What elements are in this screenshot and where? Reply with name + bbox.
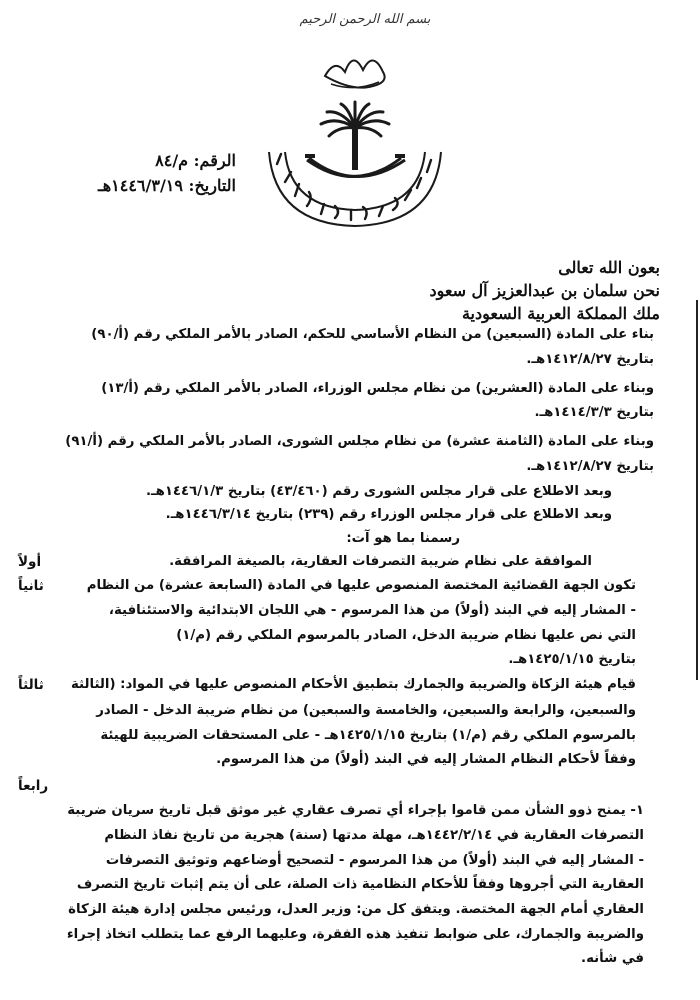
intro-line-1: بعون الله تعالى	[558, 258, 660, 277]
preamble-line: وبناء على المادة (العشرين) من نظام مجلس الوزراء، الصادر بالأمر الملكي رقم (أ/١٣)	[101, 381, 654, 396]
article-fourth-line: ١- يمنح ذوو الشأن ممن قاموا بإجراء أي تصرف عقاري غير موثق قبل تاريخ سريان ضريبة	[67, 803, 644, 818]
reference-block	[36, 148, 236, 198]
article-third-label: ثالثاً	[18, 677, 44, 693]
article-fourth-line: التصرفات العقارية في ١٤٤٢/٢/١٤هـ، مهلة مدتها (سنة) هجرية من تاريخ نفاذ النظام	[104, 828, 644, 843]
article-second-line: - المشار إليه في البند (أولاً) من هذا المرسوم - هي اللجان الابتدائية والاستئنافية،	[108, 603, 636, 618]
article-fourth-line: - المشار إليه في البند (أولاً) من هذا المرسوم - لتصحيح أوضاعهم وتوثيق التصرفات	[105, 853, 644, 868]
article-third-line: وفقاً لأحكام النظام المشار إليه في البند (أولاً) من هذا المرسوم.	[216, 752, 636, 767]
article-third-line: قيام هيئة الزكاة والضريبة والجمارك بتطبيق الأحكام المنصوص عليها في المواد: (الثالثة	[70, 677, 636, 692]
article-fourth-line: العقارية التي أجروها وفقاً للأحكام النظامية ذات الصلة، على أن يتم إثبات تاريخ التصرف	[76, 877, 644, 892]
article-fourth-line: والضريبة والجمارك، على ضوابط تنفيذ هذه الفقرة، وعليهما الرفع عما يتطلب اتخاذ إجراء	[66, 927, 644, 942]
reference-date: التاريخ: ١٤٤٦/٣/١٩هـ	[98, 176, 236, 195]
preamble-line: وبعد الاطلاع على قرار مجلس الشورى رقم (٤٣/٤٦٠) بتاريخ ١٤٤٦/١/٣هـ.	[145, 484, 612, 499]
preamble-line: بتاريخ ١٤١٤/٣/٣هـ.	[534, 405, 654, 420]
article-first-label: أولاً	[18, 554, 42, 570]
decree-phrase: رسمنا بما هو آت:	[346, 531, 460, 546]
preamble-line: وبناء على المادة (الثامنة عشرة) من نظام مجلس الشورى، الصادر بالأمر الملكي رقم (أ/٩١)	[65, 434, 654, 449]
preamble-line: بتاريخ ١٤١٢/٨/٢٧هـ.	[526, 352, 654, 367]
article-second-line: تكون الجهة القضائية المختصة المنصوص عليها في المادة (السابعة عشرة) من النظام	[86, 578, 636, 593]
article-second-line: التي نص عليها نظام ضريبة الدخل، الصادر بالمرسوم الملكي رقم (م/١)	[176, 628, 636, 643]
article-third-line: بالمرسوم الملكي رقم (م/١) بتاريخ ١٤٢٥/١/١٥هـ - على المستحقات الضريبية للهيئة	[100, 728, 636, 743]
article-second-line: بتاريخ ١٤٢٥/١/١٥هـ.	[508, 652, 636, 667]
article-fourth-line: في شأنه.	[581, 951, 644, 966]
saudi-emblem-icon	[255, 36, 455, 232]
scan-edge-line	[696, 300, 698, 680]
basmala: بسم الله الرحمن الرحيم	[299, 12, 431, 27]
intro-block	[429, 258, 660, 327]
preamble-line: وبعد الاطلاع على قرار مجلس الوزراء رقم (٢٣٩) بتاريخ ١٤٤٦/٣/١٤هـ.	[165, 507, 612, 522]
intro-line-2: نحن سلمان بن عبدالعزيز آل سعود	[429, 281, 660, 300]
article-second-label: ثانياً	[18, 578, 44, 594]
article-third-line: والسبعين، والرابعة والسبعين، والخامسة والسبعين) من نظام ضريبة الدخل - الصادر	[96, 703, 636, 718]
preamble-line: بتاريخ ١٤١٢/٨/٢٧هـ.	[526, 459, 654, 474]
article-fourth-line: العقاري أمام الجهة المختصة. ويتفق كل من: وزير العدل، ورئيس مجلس إدارة هيئة الزكاة	[68, 902, 644, 917]
reference-number: الرقم: م/٨٤	[155, 151, 236, 170]
article-fourth-label: رابعاً	[18, 778, 49, 794]
preamble-line: بناء على المادة (السبعين) من النظام الأساسي للحكم، الصادر بالأمر الملكي رقم (أ/٩٠)	[91, 327, 654, 342]
intro-line-3: ملك المملكة العربية السعودية	[461, 304, 660, 323]
article-first-text: الموافقة على نظام ضريبة التصرفات العقارية، بالصيغة المرافقة.	[169, 554, 592, 569]
